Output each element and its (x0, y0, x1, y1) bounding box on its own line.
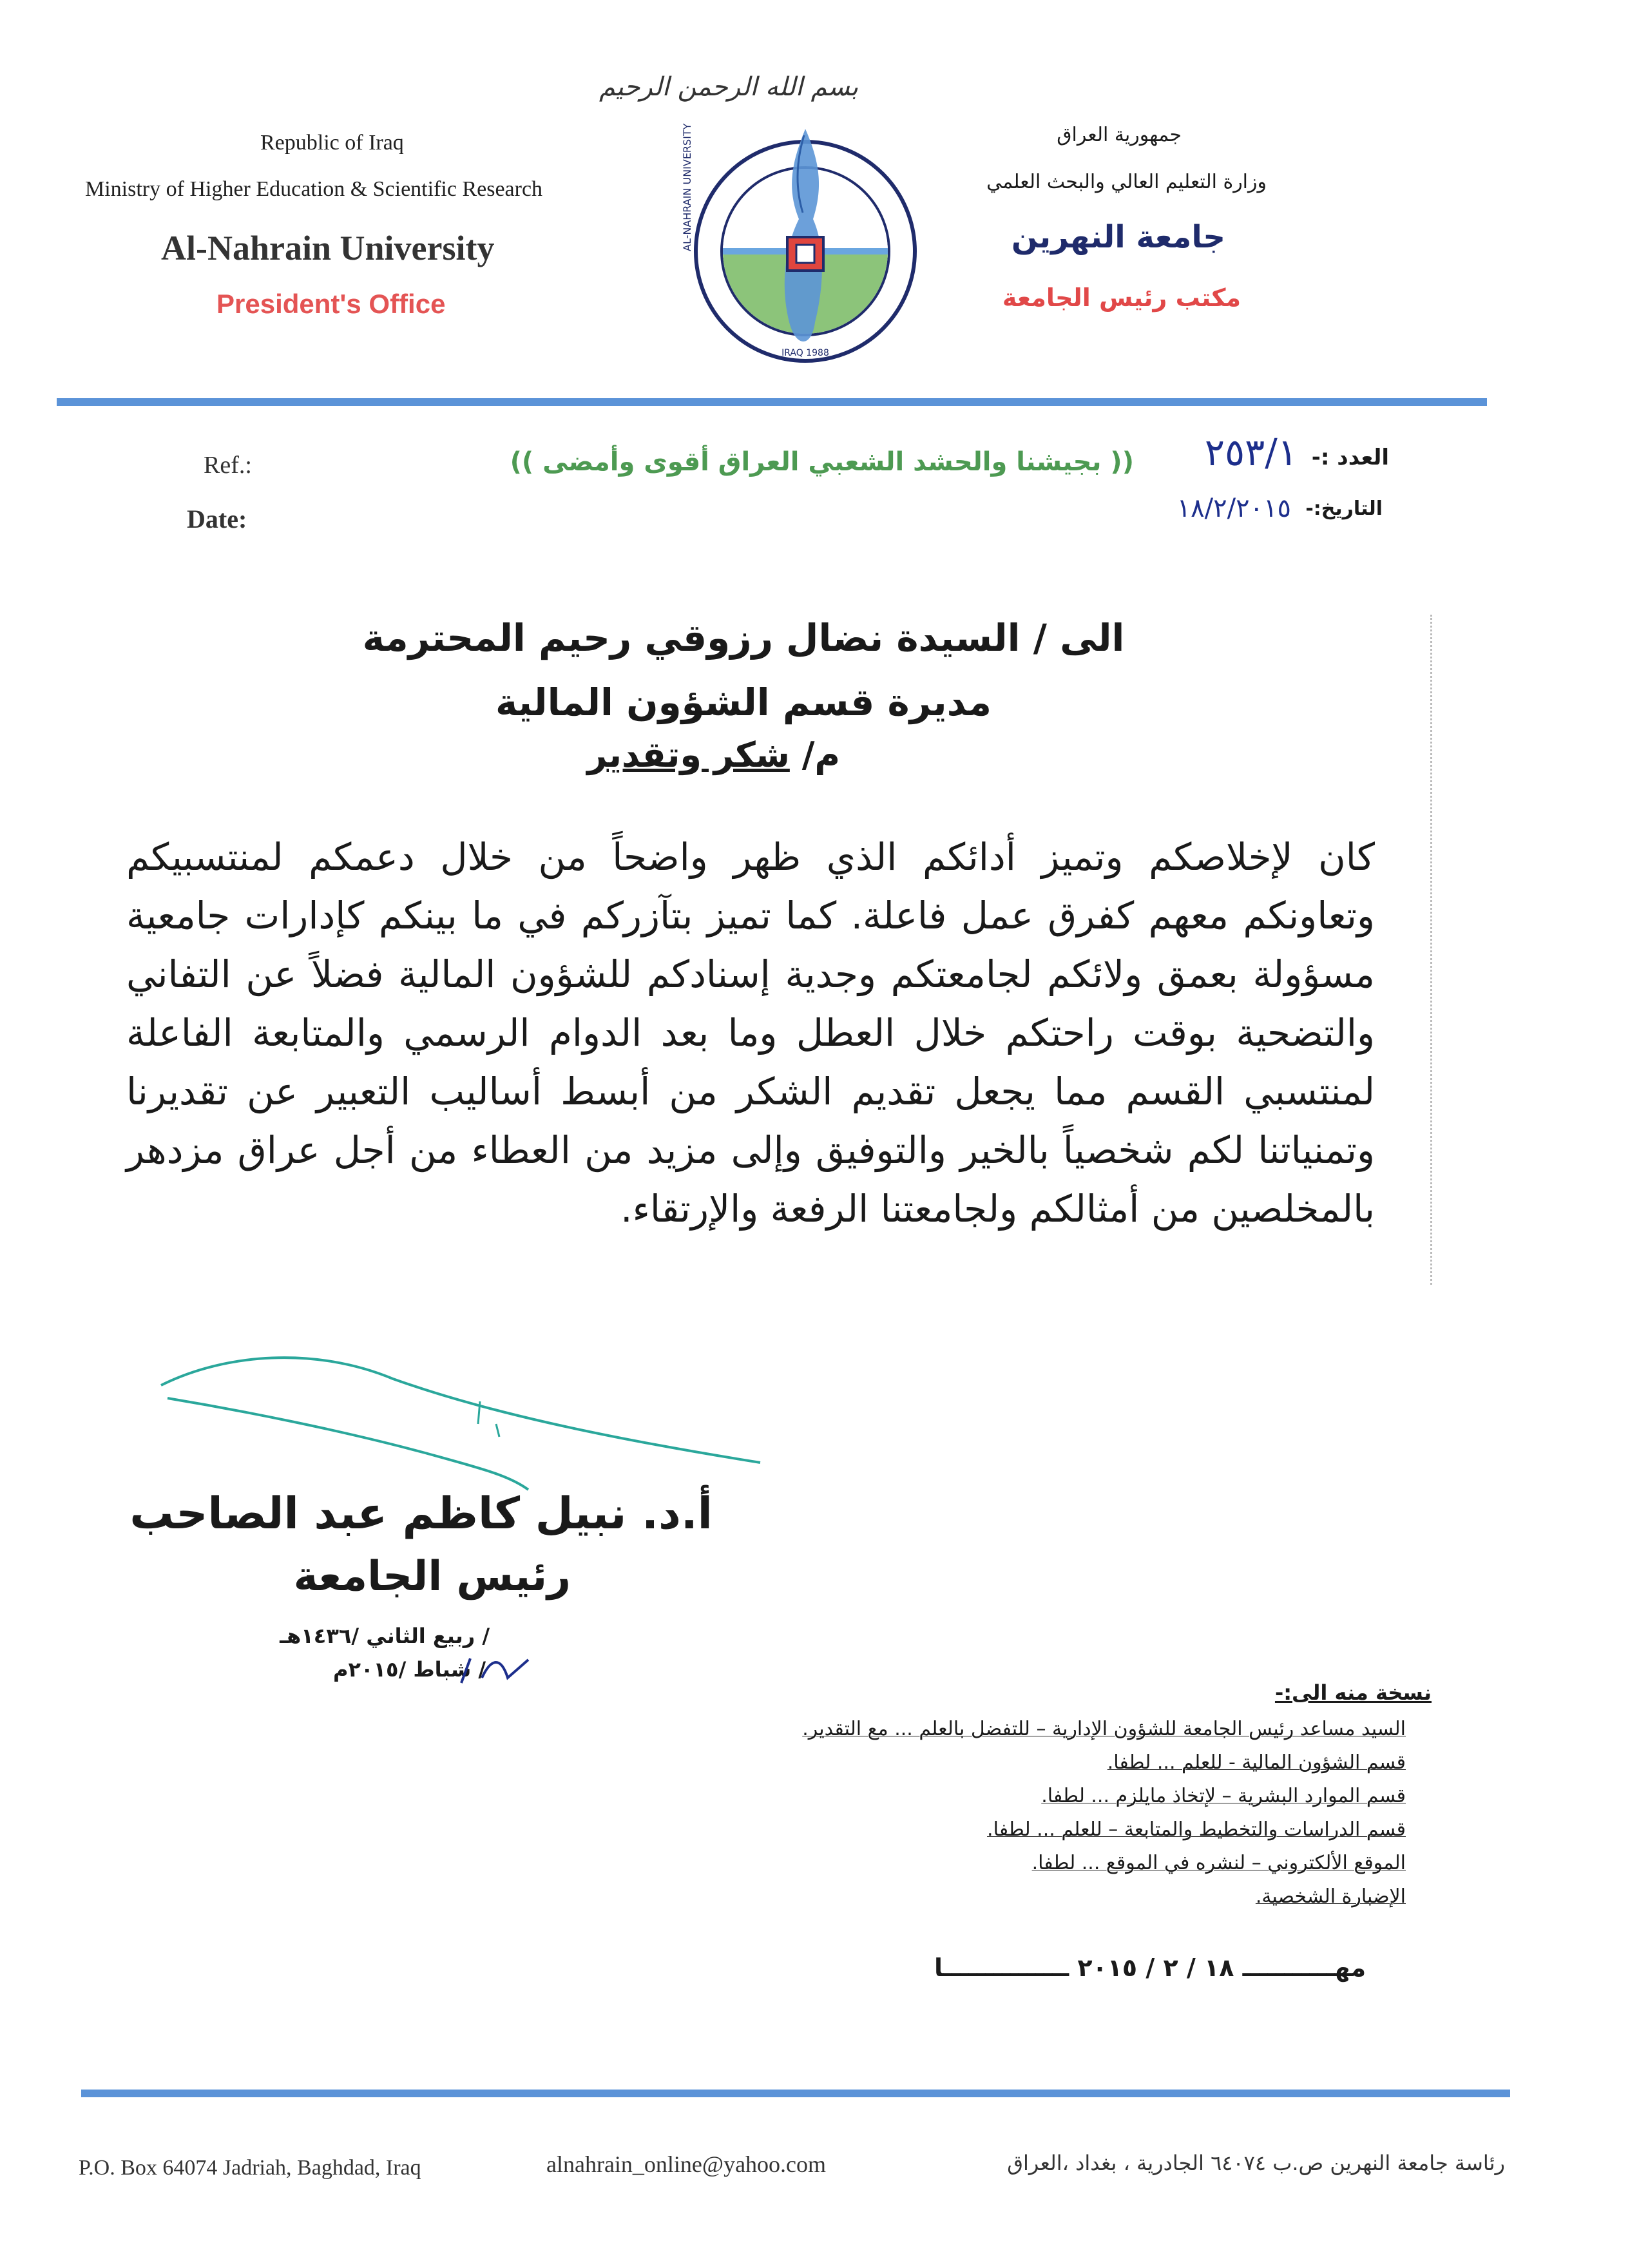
ref-number-handwritten: ٢٥٣/١ (1204, 430, 1298, 474)
header-en-republic: Republic of Iraq (260, 131, 404, 155)
logo-year-text: IRAQ 1988 (781, 348, 829, 358)
date-label-en: Date: (187, 505, 247, 533)
margin-dotted-line (1430, 615, 1432, 1285)
handwritten-signature (148, 1340, 792, 1495)
subject-text: شكر وتقدير (587, 735, 790, 775)
header-divider (57, 398, 1487, 406)
ref-label-ar: العدد :- (1311, 445, 1389, 470)
copies-item: السيد مساعد رئيس الجامعة للشؤون الإدارية – للتفضل بالعلم ... مع التقدير. (802, 1718, 1406, 1740)
header-ar-republic: جمهورية العراق (1057, 124, 1182, 146)
basmala-calligraphy: بسم الله الرحمن الرحيم (599, 72, 859, 102)
header-ar-university: جامعة النهرين (1011, 219, 1225, 255)
footer-typed-date: مهـــــــــــ ١٨ / ٢ / ٢٠١٥ ـــــــــــــــا (934, 1954, 1366, 1982)
hijri-date: / ربيع الثاني /١٤٣٦هـ (280, 1624, 490, 1648)
date-handwritten: ١٨/٢/٢٠١٥ (1176, 494, 1291, 523)
subject-line (587, 735, 840, 775)
addressee-block (357, 606, 1130, 735)
copies-list (802, 1713, 1406, 1914)
gregorian-date: / شباط /٢٠١٥م (332, 1657, 486, 1682)
footer-email: alnahrain_online@yahoo.com (546, 2151, 827, 2177)
letter-body: كان لإخلاصكم وتميز أدائكم الذي ظهر واضحاً من خلال دعمكم لمنتسبيكم وتعاونكم معهم كفرق عمل فاعلة. كما تميز بتآزركم في ما بينكم كإدارات جامعية مسؤولة بعمق ولائكم لجامعتكم وجدية إسنادكم للشؤون المالية فضلاً عن التفاني والتضحية بوقت راحتكم خلال العطل وما بعد الدوام الرسمي والمتابعة الفاعلة لمنتسبي القسم مما يجعل تقديم الشكر من أبسط أساليب التعبير عن تقديرنا وتمنياتنا لكم شخصياً بالخير والتوفيق وإلى مزيد من العطاء من أجل عراق مزدهر بالمخلصين من أمثالكم ولجامعتنا الرفعة والإرتقاء. (126, 835, 1375, 1231)
header-ar-ministry: وزارة التعليم العالي والبحث العلمي (986, 171, 1267, 193)
footer-address-en: P.O. Box 64074 Jadriah, Baghdad, Iraq (79, 2156, 421, 2180)
date-label-ar: التاريخ:- (1305, 497, 1383, 520)
footer-divider (81, 2090, 1510, 2097)
signatory-name: أ.د. نبيل كاظم عبد الصاحب (129, 1488, 713, 1539)
copies-title: نسخة منه الى:- (1274, 1680, 1432, 1705)
ref-label-en: Ref.: (204, 452, 252, 479)
copies-item: الموقع الألكتروني – لنشره في الموقع ... لطفا. (1031, 1852, 1406, 1874)
copies-item: الإضبارة الشخصية. (1255, 1885, 1406, 1908)
copies-item: قسم الموارد البشرية – لإتخاذ مايلزم ... لطفا. (1041, 1785, 1406, 1807)
addressee-line-1: الى / السيدة نضال رزوقي رحيم المحترمة (362, 616, 1125, 660)
logo-ring-text: AL-NAHRAIN UNIVERSITY (681, 123, 693, 251)
subject-prefix: م/ (801, 735, 840, 775)
handwritten-day-mark (456, 1651, 533, 1689)
header-en-university: Al-Nahrain University (161, 229, 495, 267)
university-logo (676, 116, 934, 374)
copies-item: قسم الدراسات والتخطيط والمتابعة – للعلم ... لطفا. (987, 1818, 1406, 1841)
signatory-title: رئيس الجامعة (293, 1553, 571, 1600)
slogan-text: (( بجيشنا والحشد الشعبي العراق أقوى وأمضى )) (510, 447, 1134, 477)
header-en-office: President's Office (216, 289, 446, 319)
footer-address-ar: رئاسة جامعة النهرين ص.ب ٦٤٠٧٤ الجادرية ، بغداد ،العراق (1007, 2151, 1505, 2175)
header-en-ministry: Ministry of Higher Education & Scientific Research (85, 177, 543, 201)
header-ar-office: مكتب رئيس الجامعة (1002, 284, 1241, 312)
addressee-line-2: مديرة قسم الشؤون المالية (495, 680, 992, 724)
copies-item: قسم الشؤون المالية - للعلم ... لطفا. (1107, 1751, 1406, 1774)
